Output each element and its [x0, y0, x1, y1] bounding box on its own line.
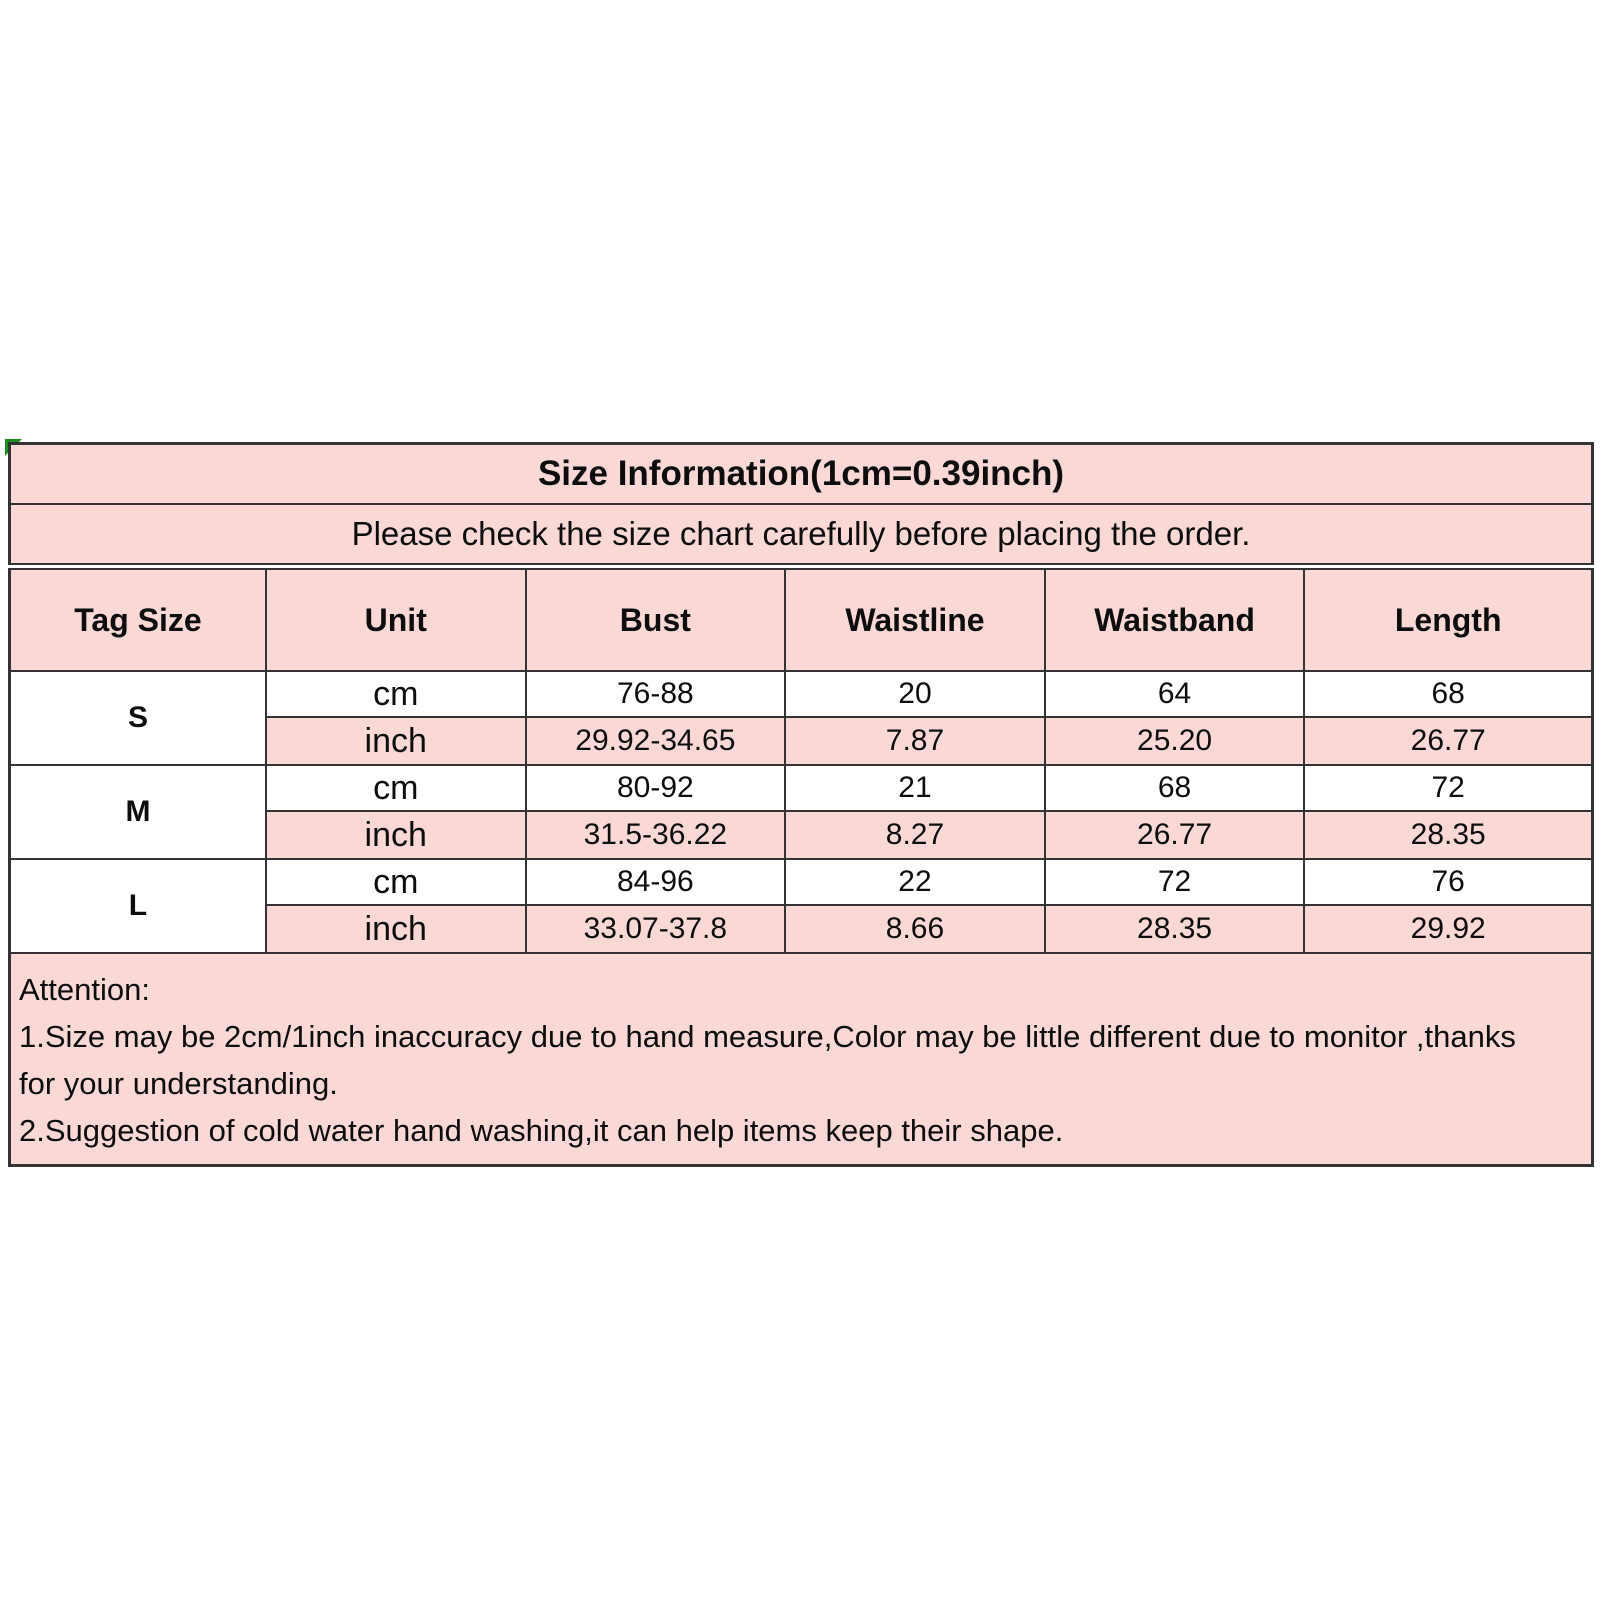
- tag-size-m: M: [10, 765, 266, 859]
- size-value-cell: 76: [1304, 859, 1592, 905]
- size-s-cm-row: [10, 671, 1593, 717]
- size-chart-title: Size Information(1cm=0.39inch): [10, 444, 1593, 505]
- attention-note-line: 2.Suggestion of cold water hand washing,it can help items keep their shape.: [19, 1113, 1064, 1148]
- size-value-cell: 26.77: [1045, 811, 1305, 859]
- attention-note-line: 1.Size may be 2cm/1inch inaccuracy due to hand measure,Color may be little different due to monitor ,thanks: [19, 1019, 1516, 1054]
- size-value-cell: 64: [1045, 671, 1305, 717]
- size-value-cell: 8.66: [785, 905, 1045, 953]
- attention-row: [10, 953, 1593, 1166]
- column-header-unit: Unit: [266, 567, 526, 672]
- size-value-cell: 31.5-36.22: [526, 811, 786, 859]
- size-value-cell: 72: [1045, 859, 1305, 905]
- size-chart-subtitle: Please check the size chart carefully before placing the order.: [10, 504, 1593, 567]
- size-chart-sheet: [8, 442, 1594, 1167]
- column-header-length: Length: [1304, 567, 1592, 672]
- column-header-waistline: Waistline: [785, 567, 1045, 672]
- attention-note: [10, 953, 1593, 1166]
- size-value-cell: 33.07-37.8: [526, 905, 786, 953]
- size-value-cell: 80-92: [526, 765, 786, 811]
- size-value-cell: 21: [785, 765, 1045, 811]
- size-value-cell: 8.27: [785, 811, 1045, 859]
- unit-label: inch: [266, 717, 526, 765]
- size-value-cell: 28.35: [1045, 905, 1305, 953]
- unit-label: inch: [266, 905, 526, 953]
- unit-label: cm: [266, 859, 526, 905]
- size-value-cell: 7.87: [785, 717, 1045, 765]
- attention-heading: Attention:: [19, 972, 150, 1007]
- size-value-cell: 68: [1304, 671, 1592, 717]
- size-value-cell: 72: [1304, 765, 1592, 811]
- size-l-cm-row: [10, 859, 1593, 905]
- size-value-cell: 29.92-34.65: [526, 717, 786, 765]
- column-header-waistband: Waistband: [1045, 567, 1305, 672]
- tag-size-s: S: [10, 671, 266, 765]
- size-m-cm-row: [10, 765, 1593, 811]
- size-value-cell: 68: [1045, 765, 1305, 811]
- size-chart-table: [8, 442, 1594, 1167]
- column-header-tag-size: Tag Size: [10, 567, 266, 672]
- column-header-bust: Bust: [526, 567, 786, 672]
- unit-label: cm: [266, 671, 526, 717]
- header-row: [10, 567, 1593, 672]
- size-value-cell: 76-88: [526, 671, 786, 717]
- title-row: [10, 444, 1593, 505]
- size-value-cell: 28.35: [1304, 811, 1592, 859]
- size-value-cell: 29.92: [1304, 905, 1592, 953]
- attention-note-line: for your understanding.: [19, 1066, 338, 1101]
- subtitle-row: [10, 504, 1593, 567]
- size-value-cell: 25.20: [1045, 717, 1305, 765]
- tag-size-l: L: [10, 859, 266, 953]
- unit-label: inch: [266, 811, 526, 859]
- size-value-cell: 84-96: [526, 859, 786, 905]
- size-value-cell: 26.77: [1304, 717, 1592, 765]
- size-value-cell: 20: [785, 671, 1045, 717]
- unit-label: cm: [266, 765, 526, 811]
- size-value-cell: 22: [785, 859, 1045, 905]
